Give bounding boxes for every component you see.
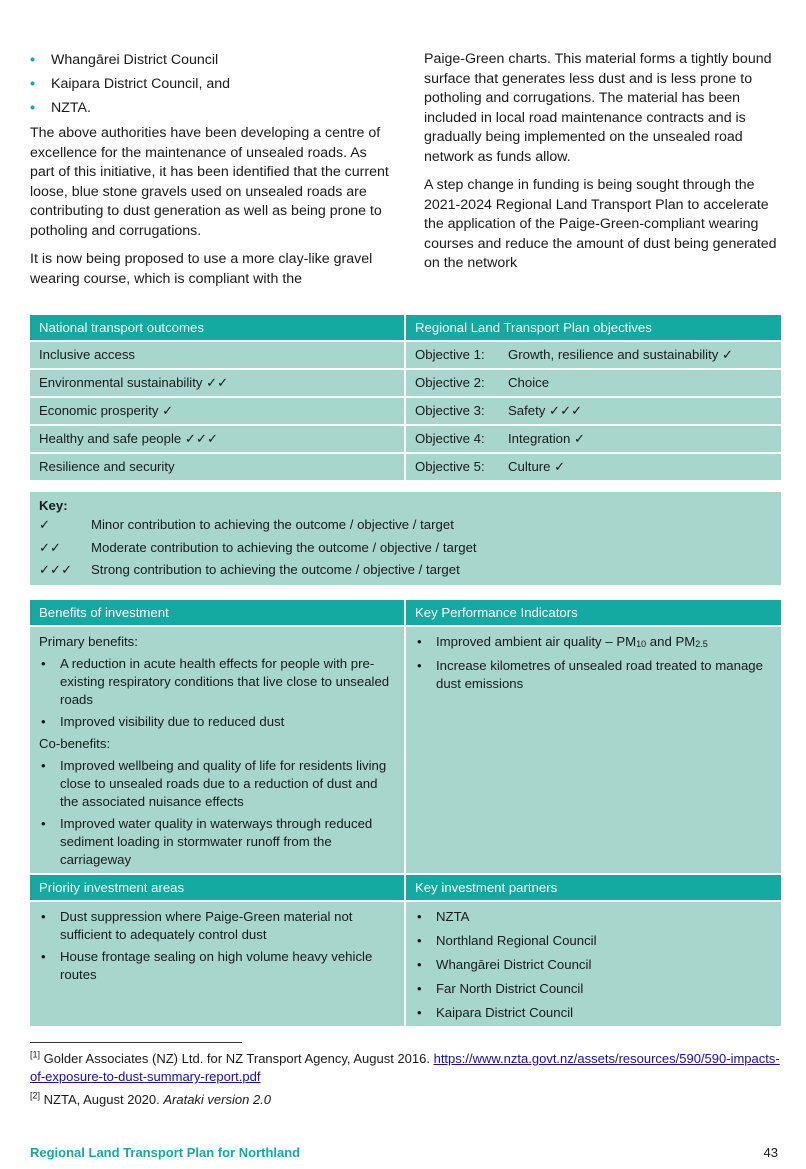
table-row	[30, 426, 781, 452]
key-row	[39, 559, 772, 582]
header-kpis: Key Performance Indicators	[415, 605, 578, 620]
outcome-cell: Inclusive access	[30, 342, 406, 368]
table-row	[30, 398, 781, 424]
key-row	[39, 514, 772, 537]
right-column	[424, 50, 779, 283]
header-investment-partners: Key investment partners	[415, 880, 558, 895]
footer-title: Regional Land Transport Plan for Northland	[30, 1145, 301, 1160]
primary-benefits-list	[39, 655, 395, 731]
objective-cell: Growth, resilience and sustainability ✓	[508, 347, 734, 362]
header-national-outcomes: National transport outcomes	[30, 315, 406, 340]
kpi-list	[415, 633, 772, 693]
benefits-body	[30, 627, 781, 873]
footnote-divider	[30, 1042, 242, 1043]
table-row	[30, 370, 781, 396]
key-text: Moderate contribution to achieving the outcome / objective / target	[91, 539, 477, 555]
list-item: • NZTA	[415, 908, 772, 926]
objective-cell: Integration ✓	[508, 431, 586, 446]
partners-cell	[406, 902, 781, 1026]
outcome-cell: Environmental sustainability ✓✓	[30, 370, 406, 396]
body-paragraph: The above authorities have been developing a centre of excellence for the maintenance of unsealed roads. As part of this initiative, it has been identified that the current loose, blue stone gravels used on unsealed roads are contributing to dust generation as well as being prone to potholing and corrugations.	[30, 125, 389, 239]
authorities-list	[30, 50, 390, 118]
objective-number: Objective 1:	[415, 347, 485, 362]
footnote-italic: Arataki version 2.0	[163, 1092, 272, 1107]
priority-body	[30, 902, 781, 1026]
key-box	[30, 492, 781, 585]
list-item: • Whangārei District Council	[415, 956, 772, 974]
header-priority-areas: Priority investment areas	[30, 875, 406, 900]
list-item: • Increase kilometres of unsealed road treated to manage dust emissions	[415, 657, 772, 693]
key-text: Strong contribution to achieving the outcome / objective / target	[91, 562, 460, 577]
body-paragraph: Paige-Green charts. This material forms a tightly bound surface that generates less dust and is less prone to potholing and corrugations. The material has been included in local road maintenance contracts and is gradually being implemented on the unsealed road network as funds allow.	[424, 51, 772, 165]
footnote-link[interactable]: https://www.nzta.govt.nz/assets/resources/590/590-impacts-of-exposure-to-dust-summary-report.pdf	[30, 1051, 780, 1084]
objective-number: Objective 4:	[415, 431, 485, 446]
outcomes-table	[30, 315, 781, 480]
list-item: • Kaipara District Council, and	[30, 74, 390, 94]
list-item: • Kaipara District Council	[415, 1004, 772, 1022]
kpi-cell	[406, 627, 781, 873]
benefits-table	[30, 600, 781, 1026]
outcome-cell: Economic prosperity ✓	[30, 398, 406, 424]
benefits-cell	[30, 627, 406, 873]
header-rltp-objectives: Regional Land Transport Plan objectives	[415, 320, 652, 335]
list-item: • Improved water quality in waterways through reduced sediment loading in stormwater runoff from the carriageway	[39, 815, 395, 869]
list-item: • Improved visibility due to reduced dust	[39, 713, 395, 731]
partners-list	[415, 908, 772, 1022]
key-title: Key:	[39, 498, 68, 513]
double-check-icon: ✓✓	[39, 539, 62, 555]
objective-cell: Safety ✓✓✓	[508, 403, 583, 418]
list-item: • Far North District Council	[415, 980, 772, 998]
footnotes	[30, 1050, 780, 1114]
priority-areas-list	[39, 908, 395, 984]
list-item: • Improved wellbeing and quality of life for residents living close to unsealed roads due to a reduction of dust and the associated nuisance effects	[39, 757, 395, 811]
objective-cell: Culture ✓	[508, 459, 566, 474]
list-item: • Northland Regional Council	[415, 932, 772, 950]
table-row	[30, 454, 781, 480]
co-benefits-label: Co-benefits:	[39, 736, 111, 751]
footnote-marker: [2]	[30, 1090, 41, 1101]
table-row	[30, 342, 781, 368]
list-item: • NZTA.	[30, 98, 390, 118]
outcome-cell: Resilience and security	[30, 454, 406, 480]
objective-cell: Choice	[508, 375, 550, 390]
table-header	[30, 600, 781, 625]
objective-number: Objective 5:	[415, 459, 485, 474]
table-header	[30, 315, 781, 340]
objective-number: Objective 3:	[415, 403, 485, 418]
body-paragraph: It is now being proposed to use a more clay-like gravel wearing course, which is compliant with the	[30, 251, 373, 287]
footnote-1	[30, 1050, 780, 1086]
objective-number: Objective 2:	[415, 375, 485, 390]
priority-areas-cell	[30, 902, 406, 1026]
left-column	[30, 50, 390, 298]
key-row	[39, 537, 772, 560]
page-number: 43	[763, 1145, 778, 1160]
body-paragraph: A step change in funding is being sought through the 2021-2024 Regional Land Transport Plan to accelerate the application of the Paige-Green-compliant wearing courses and reduce the amount of dust being generated on the network	[424, 177, 777, 271]
table-header	[30, 875, 781, 900]
triple-check-icon: ✓✓✓	[39, 562, 73, 577]
list-item: • A reduction in acute health effects for people with pre-existing respiratory conditions that live close to unsealed roads	[39, 655, 395, 709]
outcome-cell: Healthy and safe people ✓✓✓	[30, 426, 406, 452]
list-item: • Whangārei District Council	[30, 50, 390, 70]
check-icon: ✓	[39, 517, 51, 532]
co-benefits-list	[39, 757, 395, 869]
primary-benefits-label: Primary benefits:	[39, 634, 138, 649]
list-item: • Improved ambient air quality – $PM_{10}$ and $PM_{2.5}$	[415, 633, 772, 653]
footnote-text: Golder Associates (NZ) Ltd. for NZ Transport Agency, August 2016.	[43, 1051, 434, 1066]
footnote-marker: [1]	[30, 1049, 41, 1060]
header-benefits: Benefits of investment	[30, 600, 406, 625]
list-item: • Dust suppression where Paige-Green material not sufficient to adequately control dust	[39, 908, 395, 944]
key-text: Minor contribution to achieving the outcome / objective / target	[91, 517, 454, 532]
footnote-text: NZTA, August 2020.	[43, 1092, 164, 1107]
footnote-2	[30, 1091, 780, 1109]
list-item: • House frontage sealing on high volume heavy vehicle routes	[39, 948, 395, 984]
